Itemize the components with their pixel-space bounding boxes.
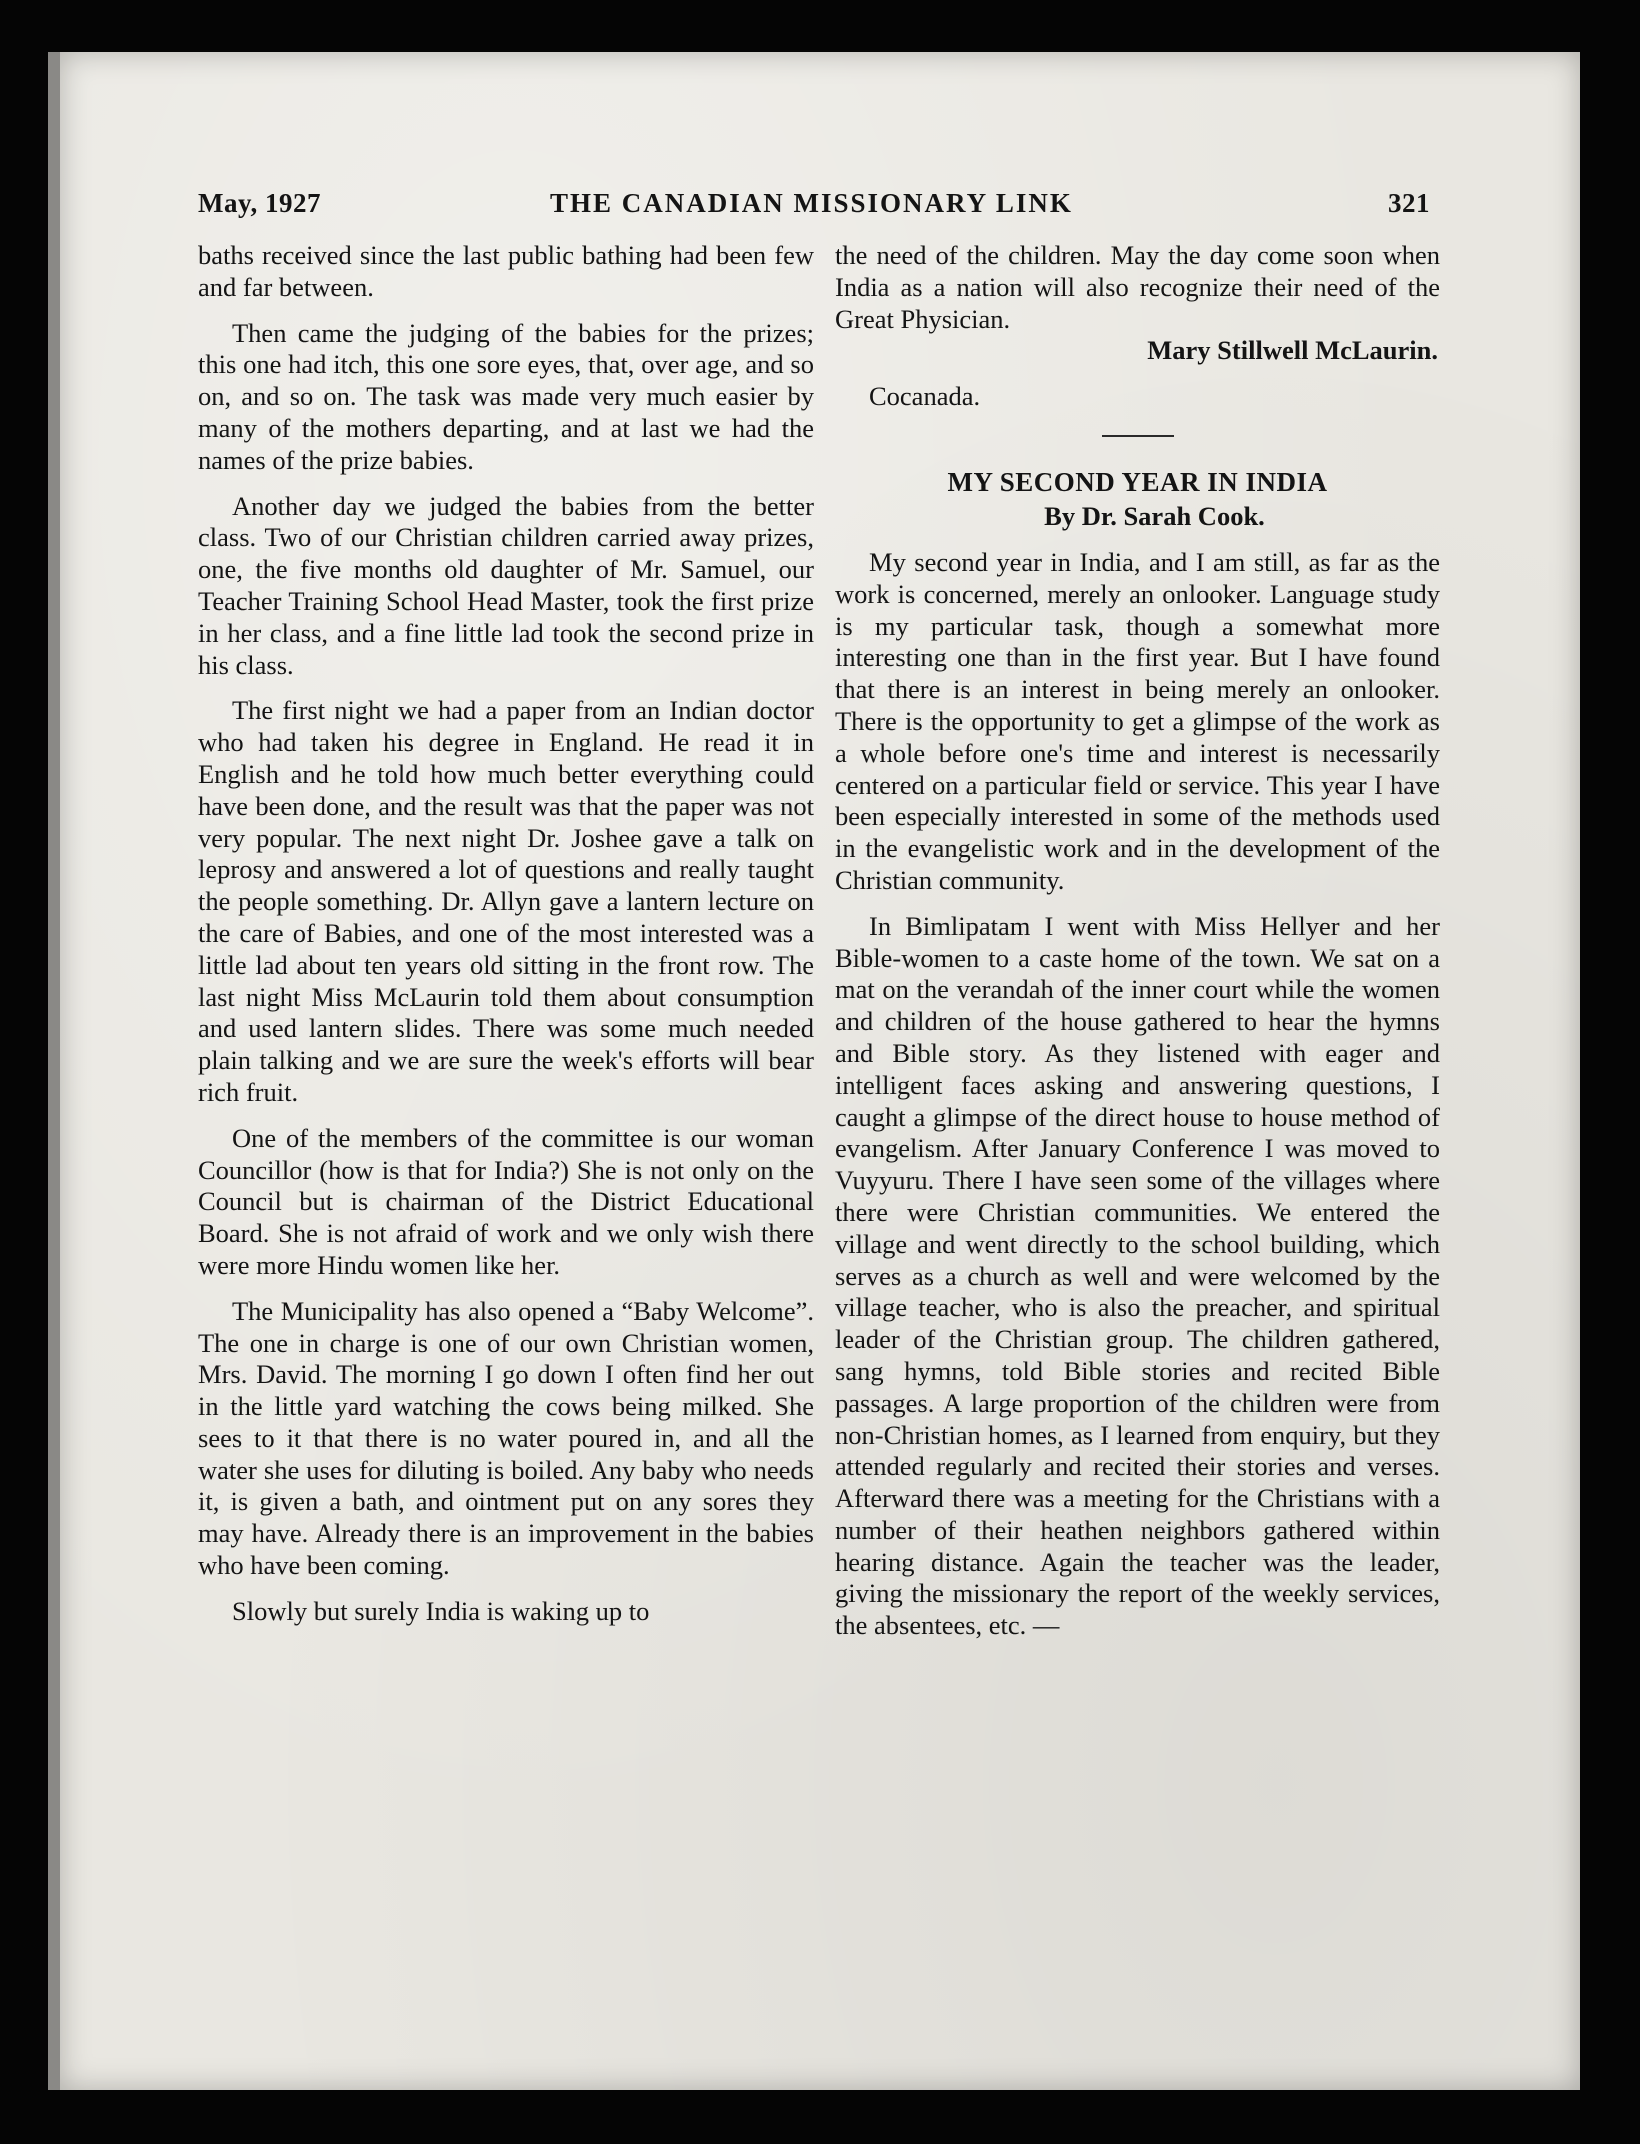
article-title: MY SECOND YEAR IN INDIA [947, 466, 1328, 497]
paragraph: Slowly but surely India is waking up to [232, 1595, 650, 1626]
right-column [835, 240, 1440, 1642]
page-number: 321 [1388, 188, 1430, 218]
signature-place: Cocanada. [869, 381, 981, 412]
paragraph: The Municipality has also opened a “Baby Welcome”. The one in charge is one of our own Christian women, Mrs. David. The morning I go down I often find her out in the little yard watching the cows being milked. She sees to it that there is no water poured in, and all the water she uses for diluting is boiled. Any baby who needs it, is given a bath, and ointment put on any sores they may have. Already there is an improvement in the babies who have been coming. [198, 1295, 814, 1581]
paragraph: baths received since the last public bathing had been few and far between. [198, 240, 814, 302]
left-column [198, 240, 814, 1628]
paragraph: Then came the judging of the babies for the prizes; this one had itch, this one sore eyes, that, over age, and so on, and so on. The task was made very much easier by many of the mothers departing, and at last we had the names of the prize babies. [198, 317, 814, 475]
publication-title: THE CANADIAN MISSIONARY LINK [550, 188, 1073, 218]
issue-date: May, 1927 [198, 188, 321, 218]
running-header [198, 188, 1430, 232]
section-divider [1102, 435, 1174, 437]
article-byline: By Dr. Sarah Cook. [1044, 500, 1265, 531]
author-signature: Mary Stillwell McLaurin. [1147, 335, 1438, 366]
paragraph: the need of the children. May the day come soon when India as a nation will also recognize their need of the Great Physician. [835, 240, 1440, 334]
paragraph: My second year in India, and I am still, as far as the work is concerned, merely an onlooker. Language study is my particular task, though a somewhat more interesting one than in the first year. But I have found that there is an interest in being merely an onlooker. There is the opportunity to get a glimpse of the work as a whole before one's time and interest is necessarily centered on a particular field or service. This year I have been especially interested in some of the methods used in the evangelistic work and in the development of the Christian community. [835, 546, 1440, 895]
paragraph: The first night we had a paper from an Indian doctor who had taken his degree in England. He read it in English and he told how much better everything could have been done, and the result was that the paper was not very popular. The next night Dr. Joshee gave a talk on leprosy and answered a lot of questions and really taught the people something. Dr. Allyn gave a lantern lecture on the care of Babies, and one of the most interested was a little lad about ten years old sitting in the front row. The last night Miss McLaurin told them about consumption and used lantern slides. There was some much needed plain talking and we are sure the week's efforts will bear rich fruit. [198, 695, 814, 1107]
paragraph: One of the members of the committee is our woman Councillor (how is that for India?) She is not only on the Council but is chairman of the District Educational Board. She is not afraid of work and we only wish there were more Hindu women like her. [198, 1122, 814, 1280]
paragraph: Another day we judged the babies from the better class. Two of our Christian children carried away prizes, one, the five months old daughter of Mr. Samuel, our Teacher Training School Head Master, took the first prize in her class, and a fine little lad took the second prize in his class. [198, 490, 814, 680]
paragraph: In Bimlipatam I went with Miss Hellyer and her Bible-women to a caste home of the town. We sat on a mat on the verandah of the inner court while the women and children of the house gathered to hear the hymns and Bible story. As they listened with eager and intelligent faces asking and answering questions, I caught a glimpse of the direct house to house method of evangelism. After January Conference I was moved to Vuyyuru. There I have seen some of the villages where there were Christian communities. We entered the village and went directly to the school building, which serves as a church as well and were welcomed by the village teacher, who is also the preacher, and spiritual leader of the Christian group. The children gathered, sang hymns, told Bible stories and recited Bible passages. A large proportion of the children were from non-Christian homes, as I learned from enquiry, but they attended regularly and recited their stories and verses. Afterward there was a meeting for the Christians with a number of their heathen neighbors gathered within hearing distance. Again the teacher was the leader, giving the missionary the report of the weekly services, the absentees, etc. — [835, 910, 1440, 1641]
